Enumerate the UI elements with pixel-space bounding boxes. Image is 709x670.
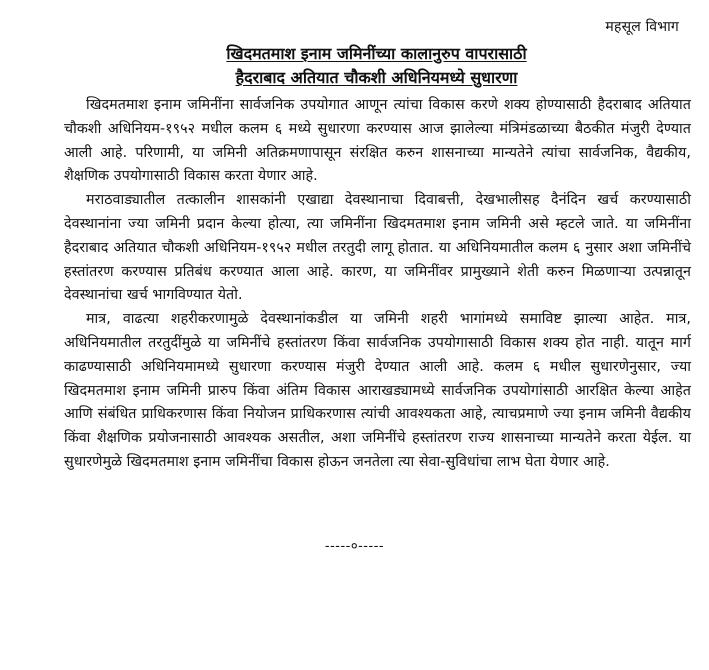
title-line-2: हैदराबाद अतियात चौकशी अधिनियमध्ये सुधारणा [235,68,518,87]
department-name: महसूल विभाग [605,19,679,35]
paragraph-1: खिदमतमाश इनाम जमिनींना सार्वजनिक उपयोगात आणून त्यांचा विकास करणे शक्य होण्यासाठी हैदराबाद अतियात चौकशी अधिनियम-१९५२ मधील कलम ६ मध्ये सुधारणा करण्यास आज झालेल्या मंत्रिमंडळाच्या बैठकीत मंजुरी देण्यात आली आहे. परिणामी, या जमिनी अतिक्रमणापासून संरक्षित करुन शासनाच्या मान्यतेने त्यांचा सार्वजनिक, वैद्यकीय, शैक्षणिक उपयोगासाठी विकास करता येणार आहे. [64,97,691,185]
title-line-1: खिदमतमाश इनाम जमिनींच्या कालानुरुप वापरासाठी [226,44,527,63]
document-title [64,42,689,90]
document-body [64,94,691,475]
paragraph-3: मात्र, वाढत्या शहरीकरणामुळे देवस्थानांकडील या जमिनी शहरी भागांमध्ये समाविष्ट झाल्या आहेत. मात्र, अधिनियमातील तरतुदींमुळे या जमिनींचे हस्तांतरण किंवा सार्वजनिक उपयोगासाठी विकास शक्य होत नाही. यातून मार्ग काढण्यासाठी अधिनियमामध्ये सुधारणा करण्यास मंजुरी देण्यात आली आहे. कलम ६ मधील सुधारणेनुसार, ज्या खिदमतमाश इनाम जमिनी प्रारुप किंवा अंतिम विकास आराखड्यामध्ये सार्वजनिक उपयोगांसाठी आरक्षित केल्या आहेत आणि संबंधित प्राधिकरणास किंवा नियोजन प्राधिकरणास त्यांची आवश्यकता आहे, त्याचप्रमाणे ज्या इनाम जमिनी वैद्यकीय किंवा शैक्षणिक प्रयोजनासाठी आवश्यक असतील, अशा जमिनींचे हस्तांतरण राज्य शासनाच्या मान्यतेने करता येईल. या सुधारणेमुळे खिदमतमाश इनाम जमिनींचा विकास होऊन जनतेला त्या सेवा-सुविधांचा लाभ घेता येणार आहे. [64,311,691,470]
end-of-document-mark: -----०----- [324,539,385,554]
paragraph-2: मराठवाड्यातील तत्कालीन शासकांनी एखाद्या देवस्थानाचा दिवाबत्ती, देखभालीसह दैनंदिन खर्च करण्यासाठी देवस्थानांना ज्या जमिनी प्रदान केल्या होत्या, त्या जमिनींना खिदमतमाश इनाम जमिनी असे म्हटले जाते. या जमिनींना हैदराबाद अतियात चौकशी अधिनियम-१९५२ मधील तरतुदी लागू होतात. या अधिनियमातील कलम ६ नुसार अशा जमिनींचे हस्तांतरण करण्यास प्रतिबंध करण्यात आला आहे. कारण, या जमिनींवर प्रामुख्याने शेती करुन मिळणाऱ्या उत्पन्नातून देवस्थानांचा खर्च भागविण्यात येतो. [64,192,691,304]
